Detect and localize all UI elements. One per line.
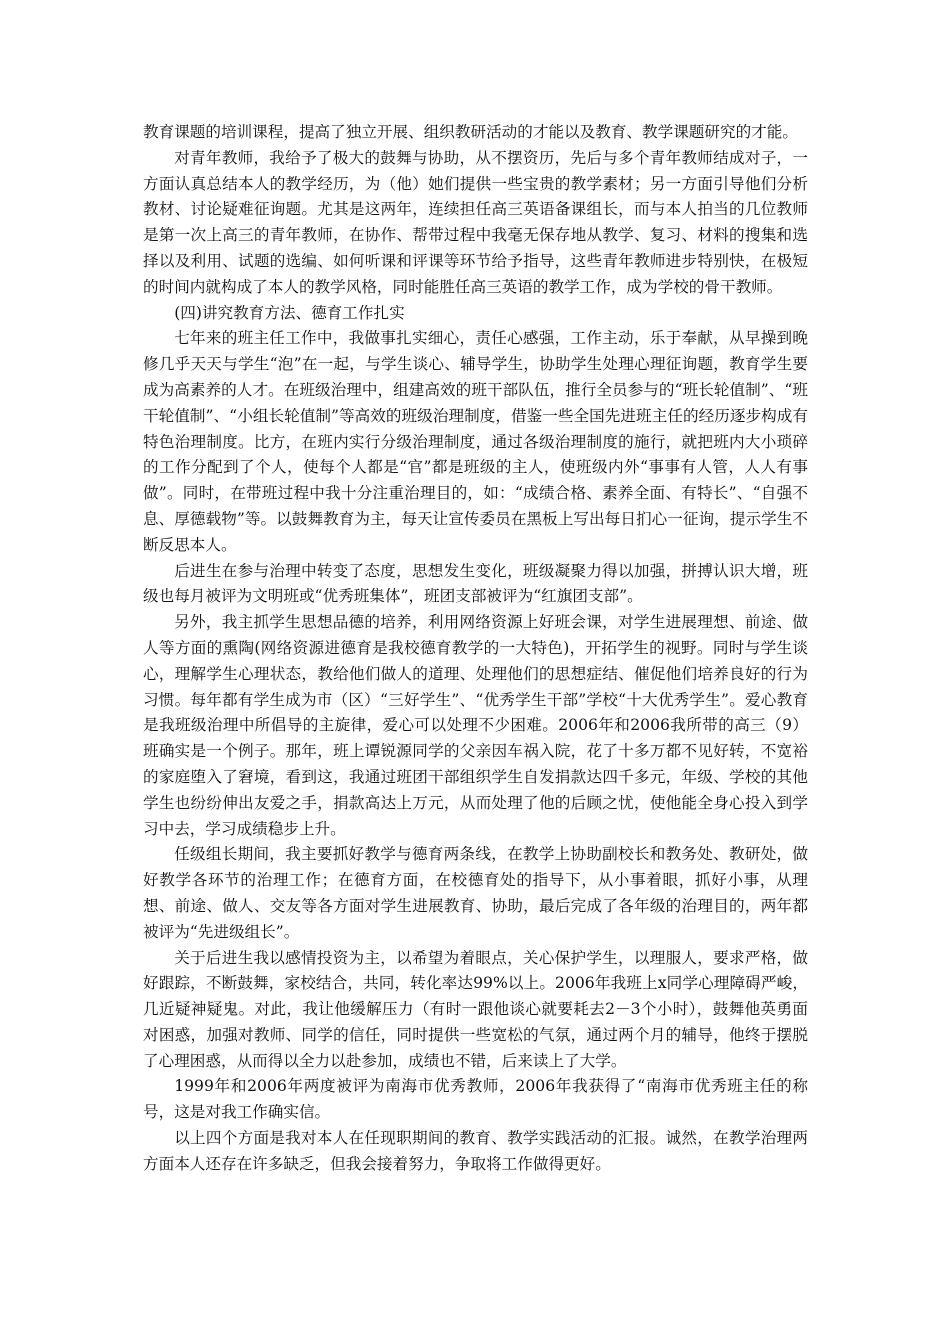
document-body (143, 120, 808, 1178)
paragraph-class-management: 七年来的班主任工作中，我做事扎实细心，责任心感强，工作主动，乐于奉献，从早操到晚修几乎天天与学生“泡”在一起，与学生谈心、辅导学生，协助学生处理心理征询题，教育学生要成为高素养的人才。在班级治理中，组建高效的班干部队伍，推行全员参与的“班长轮值制”、“班干轮值制”、“小组长轮值制”等高效的班级治理制度，借鉴一些全国先进班主任的经历逐步构成有特色治理制度。比方，在班内实行分级治理制度，通过各级治理制度的施行，就把班内大小琐碎的工作分配到了个人，使每个人都是“官”都是班级的主人，使班级内外“事事有人管，人人有事做”。同时，在带班过程中我十分注重治理目的，如：“成绩合格、素养全面、有特长”、“自强不息、厚德载物”等。以鼓舞教育为主，每天让宣传委员在黑板上写出每日扪心一征询，提示学生不断反思本人。 (143, 329, 808, 554)
paragraph-emotional-investment: 关于后进生我以感情投资为主，以希望为着眼点，关心保护学生，以理服人，要求严格，做好跟踪，不断鼓舞，家校结合，共同，转化率达99%以上。2006年我班上x同学心理障碍严峻，几近疑神疑鬼。对此，我让他缓解压力（有时一跟他谈心就要耗去2－3个小时），鼓舞他英勇面对困惑，加强对教师、同学的信任，同时提供一些宽松的气氛，通过两个月的辅导，他终于摆脱了心理困惑，从而得以全力以赴参加，成绩也不错，后来读上了大学。 (143, 948, 808, 1070)
paragraph-lagging-students: 后进生在参与治理中转变了态度，思想发生变化，班级凝聚力得以加强，拼搏认识大增，班级也每月被评为文明班或“优秀班集体”，班团支部被评为“红旗团支部”。 (143, 561, 808, 606)
paragraph-continuation: 教育课题的培训课程，提高了独立开展、组织教研活动的才能以及教育、教学课题研究的才能。 (143, 123, 798, 141)
paragraph-conclusion: 以上四个方面是我对本人在任现职期间的教育、教学实践活动的汇报。诚然，在教学治理两方面本人还存在许多缺乏，但我会接着努力，争取将工作做得更好。 (143, 1129, 808, 1173)
section-heading-four: (四)讲究教育方法、德育工作扎实 (174, 303, 405, 322)
paragraph-moral-education: 另外，我主抓学生思想品德的培养，利用网络资源上好班会课，对学生进展理想、前途、做人等方面的熏陶(网络资源进德育是我校德育教学的一大特色)，开拓学生的视野。同时与学生谈心，理解学生心理状态，教给他们做人的道理、处理他们的思想症结、催促他们培养良好的行为习惯。每年都有学生成为市（区）“三好学生”、“优秀学生干部”学校“十大优秀学生”。爱心教育是我班级治理中所倡导的主旋律，爱心可以处理不少困难。2006年和2006我所带的高三（9）班确实是一个例子。那年，班上谭锐源同学的父亲因车祸入院，花了十多万都不见好转，不宽裕的家庭堕入了窘境，看到这，我通过班团干部组织学生自发捐款达四千多元，年级、学校的其他学生也纷纷伸出友爱之手，捐款高达上万元，从而处理了他的后顾之忧，使他能全身心投入到学习中去，学习成绩稳步上升。 (143, 613, 808, 838)
paragraph-awards: 1999年和2006年两度被评为南海市优秀教师，2006年我获得了“南海市优秀班主任的称号，这是对我工作确实信。 (143, 1077, 808, 1122)
paragraph-young-teachers: 对青年教师，我给予了极大的鼓舞与协助，从不摆资历，先后与多个青年教师结成对子，一方面认真总结本人的教学经历，为（他）她们提供一些宝贵的教学素材；另一方面引导他们分析教材、讨论疑难征询题。尤其是这两年，连续担任高三英语备课组长，而与本人拍当的几位教师是第一次上高三的青年教师，在协作、帮带过程中我毫无保存地从教学、复习、材料的搜集和选择以及利用、试题的选编、如何听课和评课等环节给予指导，这些青年教师进步特别快，在极短的时间内就构成了本人的教学风格，同时能胜任高三英语的教学工作，成为学校的骨干教师。 (143, 148, 808, 296)
paragraph-grade-leader: 任级组长期间，我主要抓好教学与德育两条线，在教学上协助副校长和教务处、教研处，做好教学各环节的治理工作；在德育方面，在校德育处的指导下，从小事着眼，抓好小事，从理想、前途、做人、交友等各方面对学生进展教育、协助，最后完成了各年级的治理目的，两年都被评为“先进级组长”。 (143, 845, 808, 941)
